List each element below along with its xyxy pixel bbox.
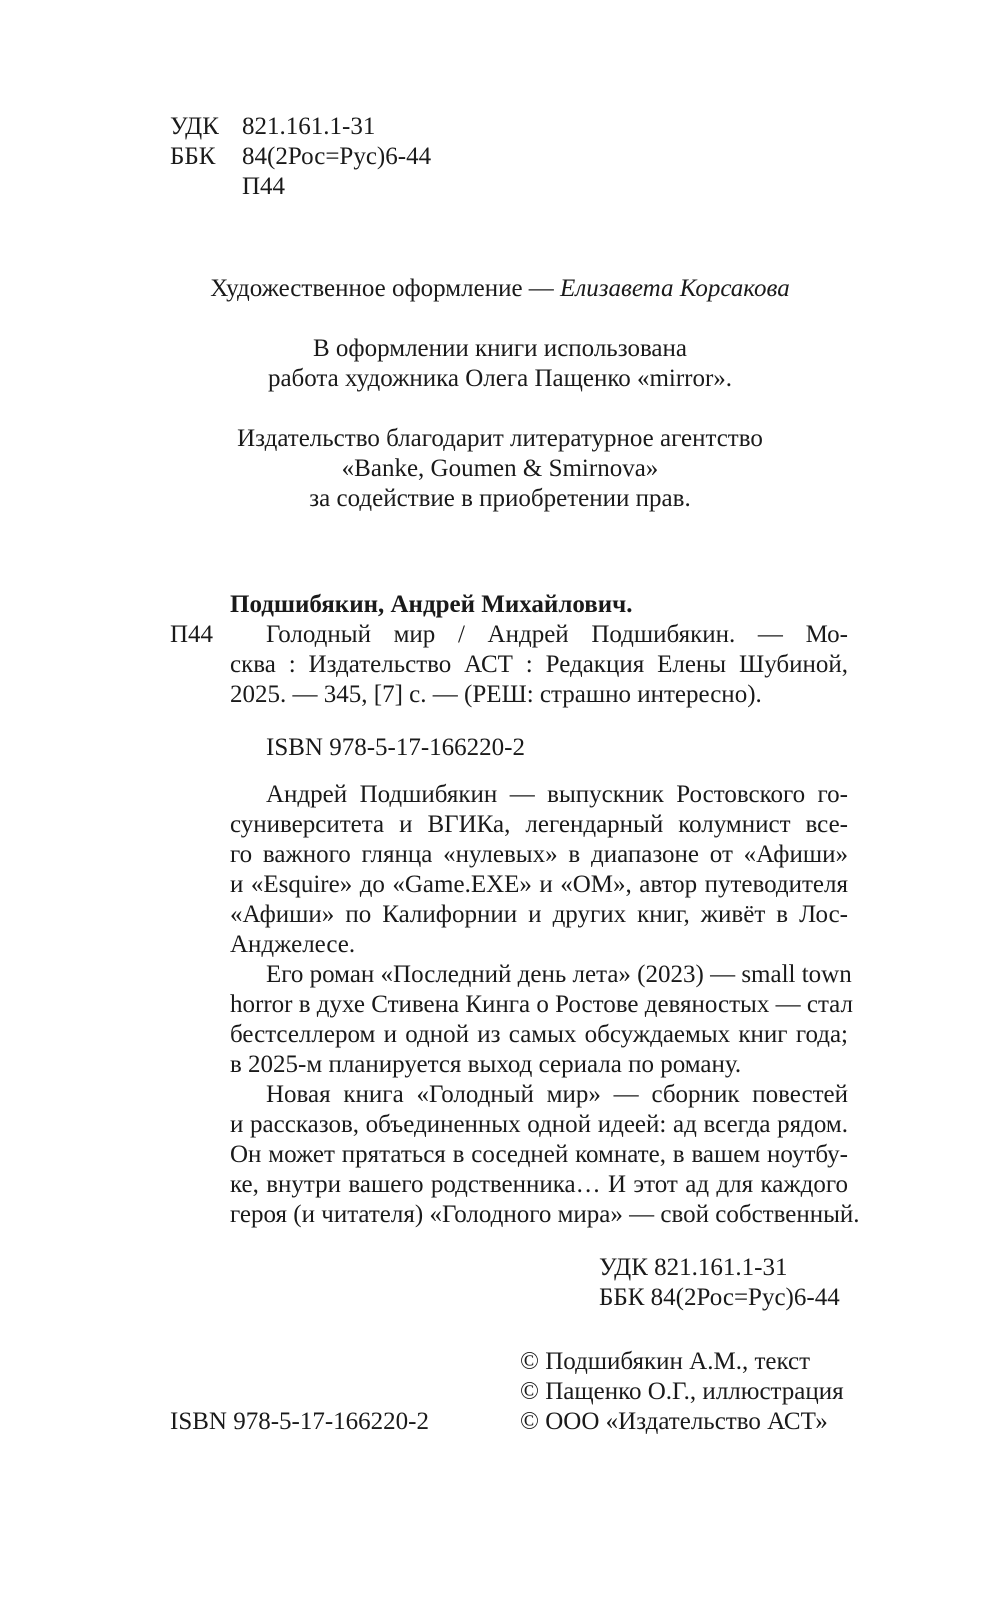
annotation-line: го важного глянца «нулевых» в диапазоне от «Афиши» — [230, 841, 848, 868]
annotation-line: и рассказов, объединенных одной идеей: ад всегда рядом. — [230, 1111, 848, 1138]
description-line: 2025. — 345, [7] с. — (РЕШ: страшно интересно). — [230, 681, 762, 708]
art-design-credit — [0, 274, 1000, 304]
copyrights — [520, 1347, 844, 1437]
agency-line: «Banke, Goumen & Smirnova» — [341, 455, 659, 482]
description-line: Голодный мир / Андрей Подшибякин. — Мо- — [266, 621, 848, 648]
annotation-line: бестселлером и одной из самых обсуждаемых книг года; — [230, 1021, 848, 1048]
annotation-line: суниверситета и ВГИКа, легендарный колумнист все- — [230, 811, 848, 838]
annotation-line: ке, внутри вашего родственника… И этот ад для каждого — [230, 1171, 848, 1198]
annotation-line: «Афиши» по Калифорнии и других книг, живёт в Лос- — [230, 901, 848, 928]
author-mark-row — [170, 172, 431, 202]
bbk-value: 84(2Рос=Рус)6-44 — [242, 143, 432, 170]
illustration-credit — [0, 334, 1000, 394]
annotation-line: в 2025-м планируется выход сериала по роману. — [230, 1051, 742, 1078]
annotation-line: Он может прятаться в соседней комнате, в вашем ноутбу- — [230, 1141, 848, 1168]
annotation — [230, 780, 860, 1230]
illustration-line: В оформлении книги использована — [313, 335, 687, 362]
annotation-line: и «Esquire» до «Game.EXE» и «ОМ», автор путеводителя — [230, 871, 848, 898]
annotation-line: Анджелесе. — [230, 931, 356, 958]
udk-value: 821.161.1-31 — [242, 113, 376, 140]
annotation-line: героя (и читателя) «Голодного мира» — свой собственный. — [230, 1201, 860, 1228]
udk-label: УДК — [170, 113, 219, 140]
author-mark: П44 — [242, 173, 286, 200]
udk-bottom: УДК 821.161.1-31 — [599, 1254, 788, 1281]
agency-credit — [0, 424, 1000, 514]
author-heading: Подшибякин, Андрей Михайлович. — [230, 591, 633, 618]
art-design-label: Художественное оформление — — [210, 275, 561, 302]
bbk-label: ББК — [170, 143, 216, 170]
classification-top — [170, 112, 431, 202]
bib-code: П44 — [170, 621, 214, 648]
bbk-row — [170, 142, 431, 172]
annotation-line: horror в духе Стивена Кинга о Ростове девяностых — стал — [230, 991, 853, 1018]
copyright-line: © Подшибякин А.М., текст — [520, 1348, 811, 1375]
isbn: ISBN 978-5-17-166220-2 — [266, 734, 526, 761]
agency-line: Издательство благодарит литературное агентство — [237, 425, 763, 452]
illustration-line: работа художника Олега Пащенко «mirror». — [267, 365, 733, 392]
agency-line: за содействие в приобретении прав. — [309, 485, 691, 512]
copyright-line: © ООО «Издательство АСТ» — [520, 1408, 828, 1435]
annotation-line: Андрей Подшибякин — выпускник Ростовского го- — [266, 781, 848, 808]
description-line: сква : Издательство АСТ : Редакция Елены Шубиной, — [230, 651, 848, 678]
art-design-name: Елизавета Корсакова — [560, 275, 790, 302]
bbk-bottom: ББК 84(2Рос=Рус)6-44 — [599, 1284, 840, 1311]
classification-bottom — [599, 1253, 840, 1313]
copyright-line: © Пащенко О.Г., иллюстрация — [520, 1378, 844, 1405]
isbn-bottom: ISBN 978-5-17-166220-2 — [170, 1408, 430, 1435]
annotation-line: Его роман «Последний день лета» (2023) — small town — [266, 961, 852, 988]
bibliographic-record — [230, 590, 848, 710]
annotation-line: Новая книга «Голодный мир» — сборник повестей — [266, 1081, 848, 1108]
udk-row — [170, 112, 431, 142]
